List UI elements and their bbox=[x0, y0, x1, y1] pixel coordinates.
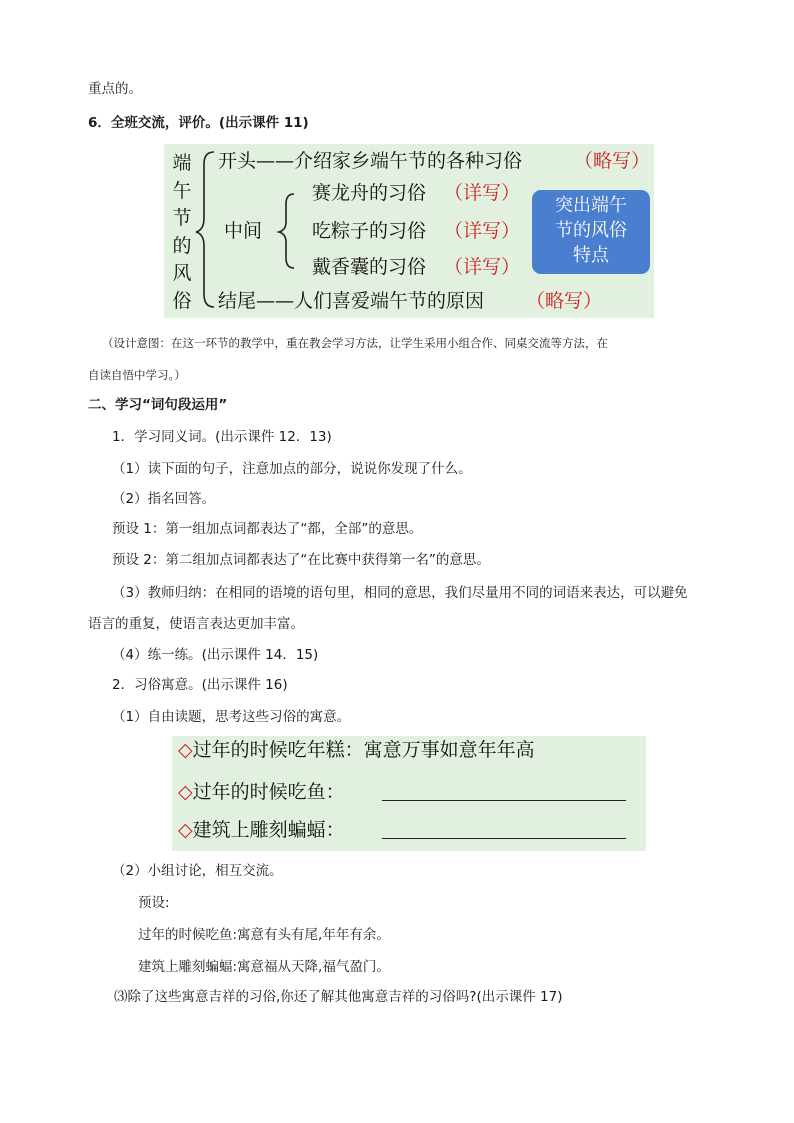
middle-item-sachet: 戴香囊的习俗 bbox=[312, 256, 427, 278]
middle-item-dragon-boat: 赛龙舟的习俗 bbox=[312, 182, 427, 204]
ending-row: 结尾——人们喜爱端午节的原因 bbox=[218, 290, 485, 312]
ending-tag: （略写） bbox=[526, 290, 603, 312]
opening-tag: （略写） bbox=[574, 150, 651, 172]
highlight-line: 节的风俗 bbox=[555, 220, 627, 241]
text-line: 1．学习同义词。(出示课件 12．13) bbox=[112, 429, 332, 445]
text-line: 预设: bbox=[138, 895, 170, 911]
text-line: 重点的。 bbox=[88, 81, 142, 97]
custom-row: ◇建筑上雕刻蝙蝠： bbox=[178, 819, 345, 841]
highlight-line: 特点 bbox=[573, 245, 609, 266]
design-note: 自读自悟中学习。） bbox=[88, 368, 186, 382]
section-heading: 二、学习“词句段运用” bbox=[88, 397, 228, 413]
highlight-box bbox=[532, 190, 650, 274]
text-line: （3）教师归纳：在相同的语境的语句里，相同的意思，我们尽量用不同的词语来表达，可以避免 bbox=[112, 585, 688, 601]
text-line: 预设 2：第二组加点词都表达了“在比赛中获得第一名”的意思。 bbox=[112, 552, 490, 568]
middle-item-zongzi: 吃粽子的习俗 bbox=[312, 220, 427, 242]
figure-vertical-title: 端午节的风俗 bbox=[172, 152, 192, 312]
text-line: 语言的重复，使语言表达更加丰富。 bbox=[88, 616, 304, 632]
customs-meaning-figure bbox=[172, 736, 646, 851]
text-line: （2）指名回答。 bbox=[112, 491, 216, 507]
text-line: 过年的时候吃鱼:寓意有头有尾,年年有余。 bbox=[138, 927, 390, 943]
text-line: （2）小组讨论，相互交流。 bbox=[112, 863, 283, 879]
essay-structure-figure bbox=[164, 144, 654, 318]
text-line: （1）读下面的句子，注意加点的部分，说说你发现了什么。 bbox=[112, 461, 472, 477]
answer-blank bbox=[382, 838, 626, 839]
highlight-line: 突出端午 bbox=[555, 195, 627, 216]
middle-item-tag: （详写） bbox=[444, 182, 521, 204]
text-line: （4）练一练。(出示课件 14．15) bbox=[112, 647, 319, 663]
middle-item-tag: （详写） bbox=[444, 220, 521, 242]
text-line: ⑶除了这些寓意吉祥的习俗,你还了解其他寓意吉祥的习俗吗?(出示课件 17) bbox=[114, 989, 563, 1005]
answer-blank bbox=[382, 800, 626, 801]
diamond-bullet-icon: ◇ bbox=[178, 781, 193, 803]
text-line: （1）自由读题，思考这些习俗的寓意。 bbox=[112, 709, 351, 725]
item-6-heading: 6．全班交流，评价。(出示课件 11) bbox=[88, 115, 309, 131]
text-line: 建筑上雕刻蝙蝠:寓意福从天降,福气盈门。 bbox=[138, 959, 390, 975]
diamond-bullet-icon: ◇ bbox=[178, 819, 193, 841]
design-note: （设计意图：在这一环节的教学中，重在教会学习方法，让学生采用小组合作、同桌交流等方法，在 bbox=[102, 336, 608, 350]
custom-row: ◇过年的时候吃年糕：寓意万事如意年年高 bbox=[178, 739, 535, 761]
middle-item-tag: （详写） bbox=[444, 256, 521, 278]
custom-row: ◇过年的时候吃鱼： bbox=[178, 781, 345, 803]
diamond-bullet-icon: ◇ bbox=[178, 739, 193, 761]
middle-label: 中间 bbox=[224, 220, 263, 242]
text-line: 预设 1：第一组加点词都表达了“都，全部”的意思。 bbox=[112, 521, 423, 537]
text-line: 2．习俗寓意。(出示课件 16) bbox=[112, 677, 288, 693]
opening-row: 开头——介绍家乡端午节的各种习俗 bbox=[218, 150, 523, 172]
